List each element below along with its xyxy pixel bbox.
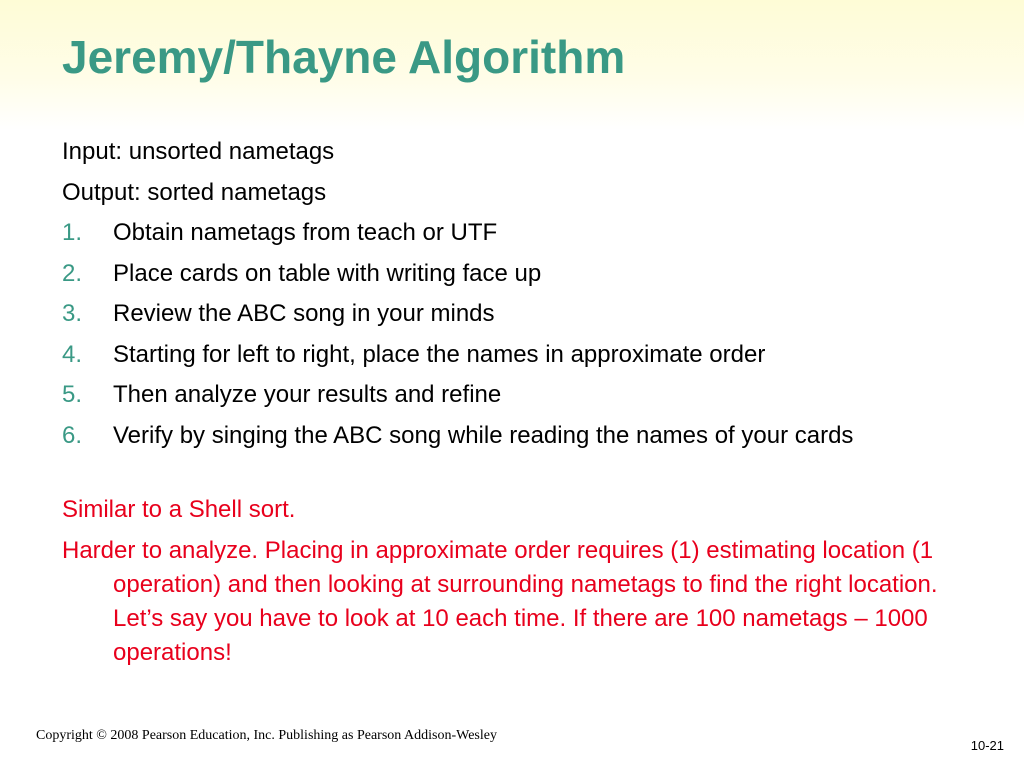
note-shell-sort: Similar to a Shell sort. bbox=[62, 496, 296, 523]
step-list bbox=[62, 216, 982, 453]
slide-body bbox=[62, 135, 982, 676]
step-number: 6. bbox=[62, 421, 83, 449]
step-text: Starting for left to right, place the names in approximate order bbox=[113, 340, 766, 368]
slide-title: Jeremy/Thayne Algorithm bbox=[62, 31, 626, 83]
note-analysis: Harder to analyze. Placing in approximate order requires (1) estimating location (1 operation) and then looking at surrounding nametags to find the right location. Let’s say you have to look at 10 each time. If there are 100 nametags – 1000 operations! bbox=[62, 536, 938, 666]
step-number: 5. bbox=[62, 381, 83, 408]
page-number: 10-21 bbox=[970, 738, 1004, 753]
copyright-footer: Copyright © 2008 Pearson Education, Inc. Publishing as Pearson Addison-Wesley bbox=[36, 728, 497, 743]
output-line: Output: sorted nametags bbox=[62, 178, 327, 206]
step-item bbox=[62, 419, 982, 453]
step-text: Place cards on table with writing face up bbox=[113, 259, 542, 287]
step-text: Review the ABC song in your minds bbox=[113, 300, 495, 327]
step-number: 2. bbox=[62, 259, 83, 287]
step-item bbox=[62, 216, 982, 250]
step-text: Verify by singing the ABC song while reading the names of your cards bbox=[113, 421, 854, 449]
step-text: Obtain nametags from teach or UTF bbox=[113, 219, 498, 246]
step-number: 3. bbox=[62, 300, 83, 327]
step-number: 4. bbox=[62, 340, 83, 368]
step-item bbox=[62, 338, 982, 372]
step-item bbox=[62, 297, 982, 331]
step-number: 1. bbox=[62, 219, 83, 246]
step-item bbox=[62, 378, 982, 412]
step-text: Then analyze your results and refine bbox=[113, 381, 502, 408]
spacer bbox=[62, 459, 982, 493]
input-line: Input: unsorted nametags bbox=[62, 138, 335, 165]
step-item bbox=[62, 257, 982, 291]
